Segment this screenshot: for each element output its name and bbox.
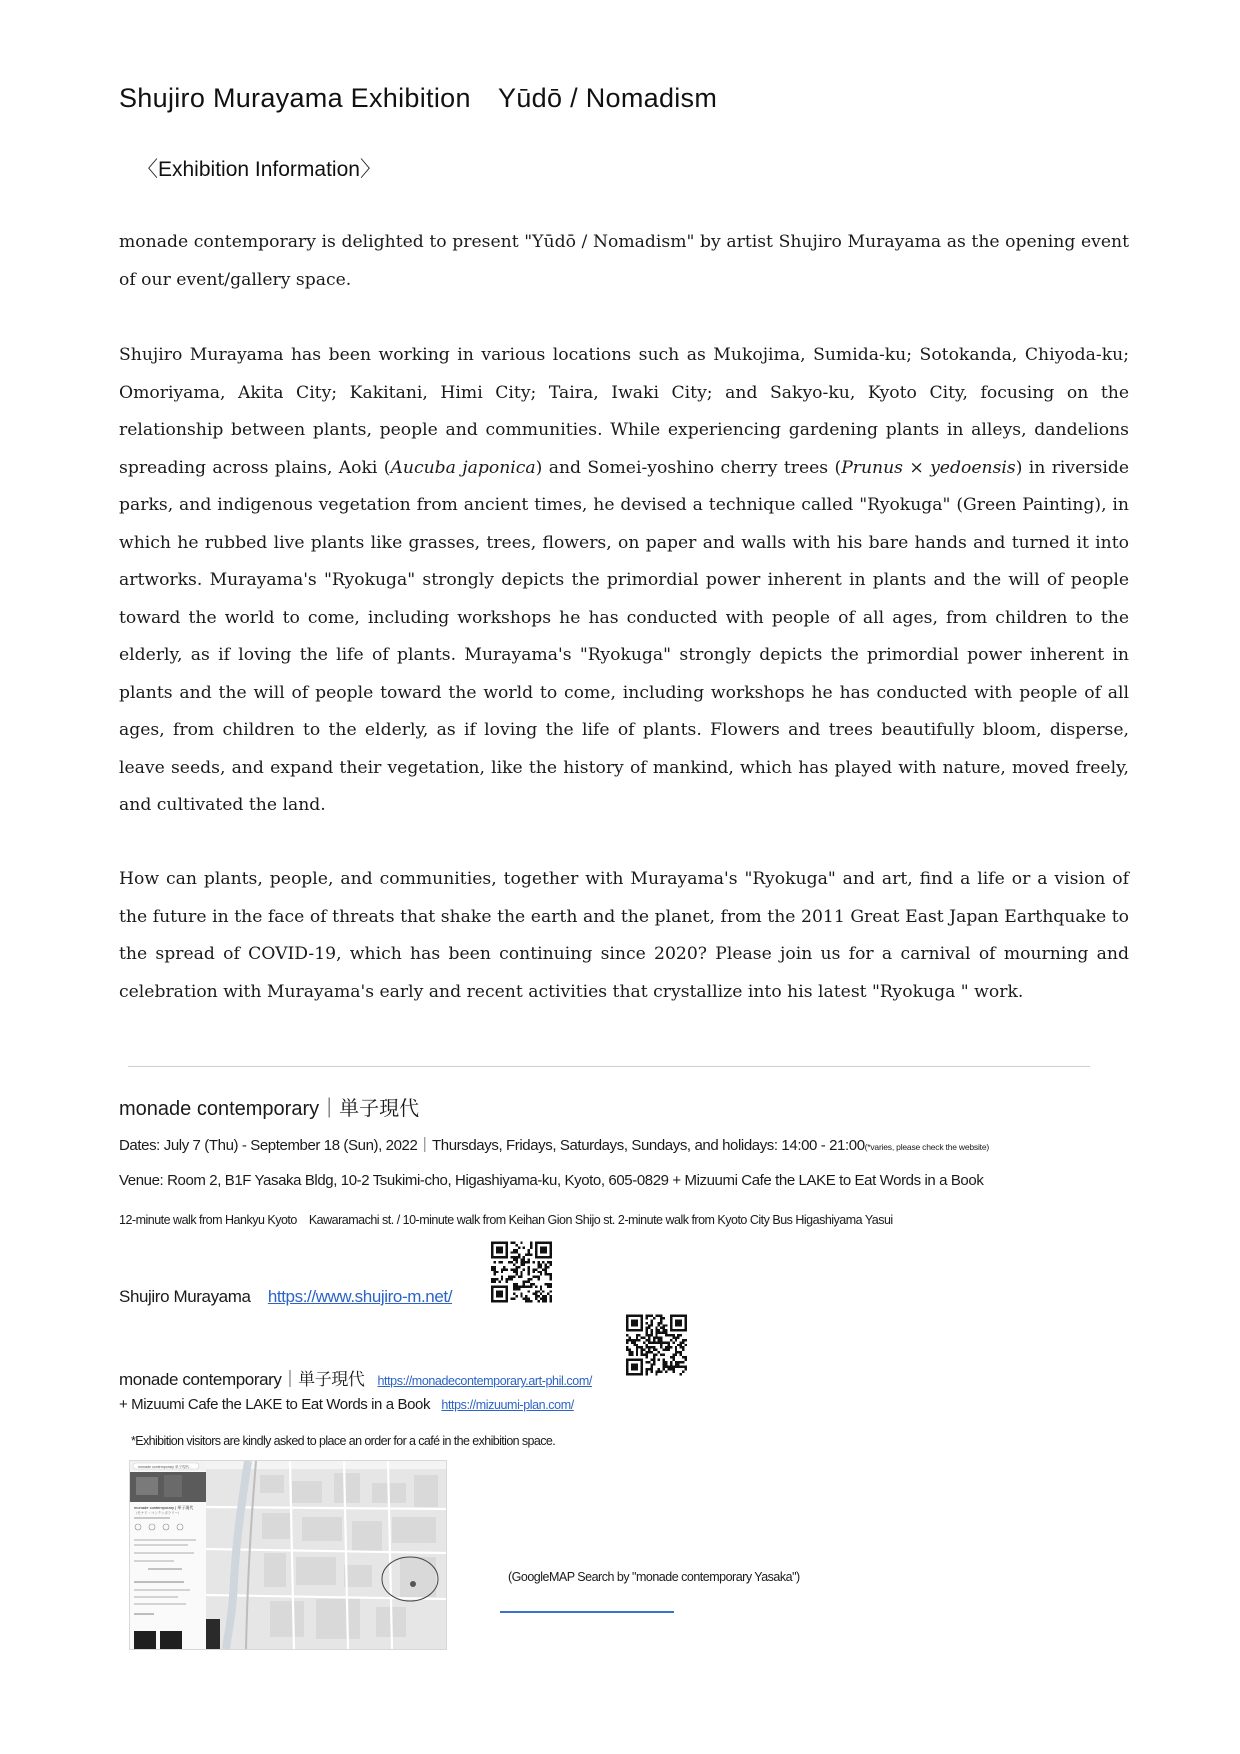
artist-paragraph xyxy=(119,337,1129,825)
map-place-kana: （モナド・コンテンポラリー） xyxy=(134,1511,182,1515)
gallery-website-link[interactable]: https://monadecontemporary.art-phil.com/ xyxy=(377,1374,592,1388)
map-place-name: monade contemporary | 単子現代 xyxy=(134,1505,194,1510)
gallery-qr-code xyxy=(626,1314,687,1376)
venue-address: Venue: Room 2, B1F Yasaka Bldg, 10-2 Tsukimi-cho, Higashiyama-ku, Kyoto, 605-0829 + Mizuumi Cafe the LAKE to Eat Words in a Book xyxy=(119,1172,984,1189)
gallery-link-row xyxy=(119,1365,592,1390)
aucuba-latin-name: Aucuba japonica xyxy=(390,457,536,478)
artist-link-row xyxy=(119,1287,452,1307)
artist-website-link[interactable]: https://www.shujiro-m.net/ xyxy=(267,1287,453,1306)
closing-text: How can plants, people, and communities, together with Murayama's "Ryokuga" and art, find a life or a vision of the future in the face of threats that shake the earth and the planet, from the 2011 Great East Japan Earthquake to the spread of COVID-19, which has been continuing since 2020? Please join us for a carnival of mourning and celebration with Murayama's early and recent activities that crystallize into his latest "Ryokuga " work. xyxy=(119,869,1129,1002)
section-divider xyxy=(128,1066,1090,1067)
artist-text xyxy=(119,337,1129,825)
map-screenshot[interactable] xyxy=(129,1460,447,1650)
prunus-latin-name: Prunus × yedoensis xyxy=(841,457,1016,478)
section-heading: 〈Exhibition Information〉 xyxy=(137,158,381,181)
map-search-text: monade contemporary 単子現代 xyxy=(138,1464,190,1469)
dates-text: Dates: July 7 (Thu) - September 18 (Sun), 2022｜Thursdays, Fridays, Saturdays, Sundays, and holidays: 14:00 - 21:00 xyxy=(119,1137,865,1154)
artist-text-part-a: Shujiro Murayama has been working in various locations such as Mukojima, Sumida-ku; Sotokanda, Chiyoda-ku; Omoriyama, Akita City; Kakitani, Himi City; Taira, Iwaki City; and Sakyo-ku, Kyoto City, focusing on the relationship between plants, people and communities. While experiencing gardening plants in alleys, dandelions spreading across plains, Aoki ( xyxy=(119,345,1129,478)
artist-text-part-c: ) in riverside parks, and indigenous vegetation from ancient times, he devised a technique called "Ryokuga" (Green Painting), in which he rubbed live plants like grasses, trees, flowers, on paper and walls with his bare hands and turned it into artworks. Murayama's "Ryokuga" strongly depicts the primordial power inherent in plants and the will of people toward the world to come, including workshops he has conducted with people of all ages, from children to the elderly, as if loving the life of plants. Murayama's "Ryokuga" strongly depicts the primordial power inherent in plants and the will of people toward the world to come, including workshops he has conducted with people of all ages, from children to the elderly, as if loving the life of plants. Flowers and trees beautifully bloom, disperse, leave seeds, and expand their vegetation, like the history of mankind, which has played with nature, moved freely, and cultivated the land. xyxy=(119,457,1129,815)
intro-paragraph xyxy=(119,224,1129,299)
map-link[interactable] xyxy=(500,1611,674,1613)
exhibition-dates xyxy=(119,1134,989,1155)
cafe-label: + Mizuumi Cafe the LAKE to Eat Words in a Book xyxy=(119,1396,431,1413)
map-caption: (GoogleMAP Search by "monade contemporary Yasaka") xyxy=(508,1570,800,1584)
dates-note: (*varies, please check the website) xyxy=(864,1142,989,1152)
gallery-label: monade contemporary｜単子現代 xyxy=(119,1370,365,1389)
venue-name: monade contemporary｜単子現代 xyxy=(119,1098,420,1120)
artist-qr-code xyxy=(491,1241,552,1303)
access-directions: 12-minute walk from Hankyu Kyoto Kawaramachi st. / 10-minute walk from Keihan Gion Shijo st. 2-minute walk from Kyoto City Bus Higashiyama Yasui xyxy=(119,1213,893,1227)
closing-paragraph xyxy=(119,861,1129,1011)
visitor-notice: *Exhibition visitors are kindly asked to place an order for a café in the exhibition space. xyxy=(131,1434,556,1448)
artist-label: Shujiro Murayama xyxy=(119,1287,251,1306)
exhibition-title: Shujiro Murayama Exhibition Yūdō / Nomadism xyxy=(119,83,718,113)
cafe-link-row xyxy=(119,1396,574,1413)
intro-text: monade contemporary is delighted to present "Yūdō / Nomadism" by artist Shujiro Murayama as the opening event of our event/gallery space. xyxy=(119,232,1129,290)
cafe-website-link[interactable]: https://mizuumi-plan.com/ xyxy=(441,1398,574,1412)
artist-text-part-b: ) and Somei-yoshino cherry trees ( xyxy=(535,457,842,478)
